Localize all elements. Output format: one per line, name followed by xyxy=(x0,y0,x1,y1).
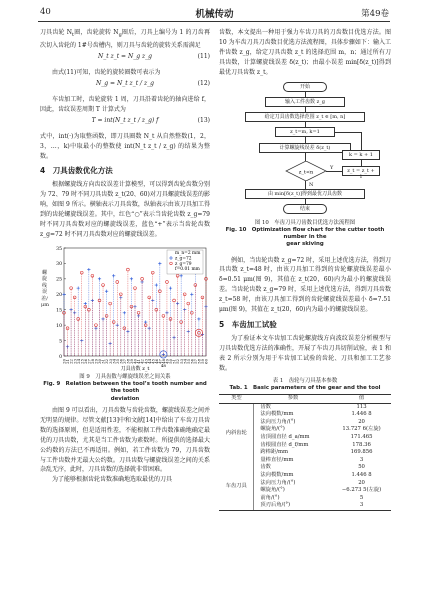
table-cell-value: 1.446 8 xyxy=(351,411,372,418)
table-cell-param: 螺旋角/(°) xyxy=(260,426,285,433)
equation-11: N_t z_t = N_g z_g (11) xyxy=(98,53,210,60)
x-tick-label: 23 xyxy=(72,358,78,364)
annotation-48: 48 xyxy=(160,362,166,368)
table-cell-param: 量棒直径/mm xyxy=(260,456,294,463)
x-tick-label: 32 xyxy=(104,358,110,364)
table-cell-param: 螺旋角/(°) xyxy=(260,487,285,494)
table-cell-param: 法向模数/mm xyxy=(260,411,294,418)
data-point-zg72 xyxy=(87,268,90,271)
flow-start: 开始 xyxy=(283,82,327,92)
flow-connector xyxy=(361,160,362,166)
legend-entry: m_n=2 mm xyxy=(175,250,201,256)
data-point-zg72 xyxy=(62,292,65,295)
volume-label: 第49卷 xyxy=(361,9,389,19)
x-tick-label: 54 xyxy=(182,358,188,364)
x-tick-label: 25 xyxy=(79,358,85,364)
table-cell-value: 113 xyxy=(356,403,367,410)
figure-10-caption: 图 10 车齿刀具刀齿数目优选方法流程图 Fig. 10 Optimization flow chart for the cutter tooth number in the gear skiving xyxy=(225,219,385,248)
data-point-zg72 xyxy=(112,274,115,277)
table-group-label: 内斜齿轮 xyxy=(219,403,254,464)
y-tick-label: 20 xyxy=(56,292,62,298)
x-tick-label: 30 xyxy=(97,358,103,364)
data-point-zg72 xyxy=(130,277,133,280)
y-axis-label: 螺旋线误差/μm xyxy=(41,269,49,309)
paragraph-fig9-intro: 根据螺旋线方向齿纹误差计算模型，可以得到齿轮齿数分别为 72、79 时不同刀具齿数 z_t(20、60)对刀具螺旋线误差的影响，如图 9 所示。横轴表示刀具齿数，纵轴表示由该刀具加工得到的齿轮螺旋线误差。其中，红色“○”表示当齿轮齿数 z_g=79 时不同刀具齿数对应的螺旋线误差，蓝色“+”表示当齿轮齿数 z_g=72 时不同刀具齿数对应的螺旋线误差。 xyxy=(40,181,210,238)
table-cell-value: −6.273 5(左旋) xyxy=(341,487,382,494)
table-cell-value: 1.446 8 xyxy=(351,472,372,479)
table-header-type: 类型 xyxy=(219,395,254,404)
x-tick-label: 41 xyxy=(136,358,142,364)
x-tick-label: 38 xyxy=(125,358,131,364)
table-cell-param: 齿数 xyxy=(260,464,271,471)
x-tick-label: 43 xyxy=(143,358,149,364)
parameter-table xyxy=(219,394,391,511)
left-column xyxy=(40,28,210,485)
x-tick-label: 50 xyxy=(168,358,174,364)
flow-no-label: N xyxy=(309,181,314,188)
x-tick-label: 35 xyxy=(114,358,120,364)
table-cell-value: 50 xyxy=(358,464,365,471)
table-cell-value: 3 xyxy=(332,502,391,510)
table-cell-value: 169.856 xyxy=(350,449,373,456)
flow-loop-line xyxy=(361,132,362,150)
table-cell-value: 171.465 xyxy=(350,434,373,441)
data-point-zg79 xyxy=(183,293,186,296)
y-tick-label: 35 xyxy=(56,246,62,252)
paragraph-period-intro: 车齿加工时，齿轮旋转 1 周，刀具沿着齿轮的轴向进给 f，因此，齿纹误差周期 T 计算式为 xyxy=(40,95,210,113)
x-tick-label: 36 xyxy=(118,358,124,364)
table-row xyxy=(219,403,391,411)
data-point-zg72 xyxy=(197,317,200,320)
flow-calc: 计算螺旋线误差 δ(z_t) xyxy=(259,143,351,153)
x-tick-label: 53 xyxy=(178,358,184,364)
flow-decision-label: z_t<n xyxy=(298,169,314,176)
table-cell-value: 13.727 6(左旋) xyxy=(342,426,381,433)
x-tick-label: 51 xyxy=(171,358,177,364)
x-tick-label: 56 xyxy=(189,358,195,364)
table-cell-value: 3 xyxy=(359,456,364,463)
figure-9-caption: 图 9 刀具齿数与螺旋线误差之间关系 Fig. 9 Relation between the tool’s tooth number and the tooth deviation xyxy=(43,373,207,402)
flow-end: 结束 xyxy=(283,204,327,214)
flow-loop-line xyxy=(335,132,361,133)
data-point-zg79 xyxy=(109,302,112,305)
data-point-zg79 xyxy=(102,283,105,286)
running-header xyxy=(40,7,389,21)
x-tick-label: 37 xyxy=(121,358,127,364)
flow-decision xyxy=(285,161,327,181)
x-tick-label: 28 xyxy=(90,358,95,364)
x-tick-label: 58 xyxy=(196,358,202,364)
data-point-zg72 xyxy=(144,320,147,323)
y-tick-label: 30 xyxy=(56,262,62,268)
x-tick-label: 27 xyxy=(86,358,92,364)
flow-input: 输入工件齿数 z_g xyxy=(265,97,345,107)
x-tick-label: 46 xyxy=(153,358,159,364)
table-cell-param: 齿根圆直径 d_f/mm xyxy=(260,441,309,448)
data-point-zg72 xyxy=(123,311,126,314)
x-tick-label: 47 xyxy=(157,358,163,364)
data-point-zg72 xyxy=(77,286,80,289)
table-cell-value: 5 xyxy=(359,494,364,501)
table-cell-param: 法向模数/mm xyxy=(260,472,294,479)
header-rule xyxy=(38,21,390,22)
legend-entry: f=0.01 mm xyxy=(175,266,200,272)
table-cell-value: 178.36 xyxy=(352,441,371,448)
y-tick-label: 15 xyxy=(56,308,62,314)
x-tick-label: 21 xyxy=(65,358,71,364)
paragraph-example: 例如，当齿轮齿数 z_g=72 时，采用上述优选方法，得到刀具齿数 z_t=48 时，由该刀具加工得到的齿轮螺旋线误差最小 δ=0.51 μm(图 9)，其值在 z_t(20，60)内为最小的螺旋线误差。当齿轮齿数 z_g=79 时，采用上述优选方法，得到刀具齿数 z_t=58 时，由该刀具加工得到的齿轮螺旋线误差最小 δ=7.51 μm(图 9)，其值在 z_t(20，60)内为最小的螺旋线误差。 xyxy=(219,256,391,314)
x-tick-label: 22 xyxy=(68,358,74,364)
data-point-zg72 xyxy=(84,302,87,305)
paragraph-fig9-analysis: 由图 9 可以看出，刀具齿数与齿轮齿数，螺旋线误差之间并无明显的规律。尽管文献[13]中和文献[14]中给出了车齿刀具齿数的选择原则，但是适用性差，不能根据工件齿数准确地确定最优的刀具齿数，尤其是当工件齿数为素数时。所提供的选择最大公约数的方法已不再适用。例如，若工件齿数为 79，刀具齿数与工件齿数并无最大公约数。刀具齿数与螺旋线误差之间的关系杂乱无序，此时，刀具齿数的选择就非常困难。 xyxy=(40,406,210,474)
y-tick-label: 0 xyxy=(59,354,62,360)
right-column xyxy=(219,28,391,511)
x-tick-label: 42 xyxy=(139,358,145,364)
paragraph-method: 齿数，本文提出一种用于强力车齿刀具的刀齿数目优选方法。图 10 为车齿刀具刀齿数目优选方法流程图，具体步骤如下：输入工件齿数 z_g，给定刀具齿数 z_t 的选择范围 m，n；通过所有刀具齿数，计算螺旋线误差 δ(z_t)；由最小误差 min[δ(z_t)]得到最优刀具齿数 z_t。 xyxy=(219,29,391,76)
x-tick-label: 26 xyxy=(82,358,88,364)
x-tick-label: 20 xyxy=(61,358,67,364)
x-tick-label: 31 xyxy=(100,358,106,364)
data-point-zg72 xyxy=(105,289,108,292)
table-cell-param: 跨棒距/mm xyxy=(260,449,289,456)
table-row xyxy=(219,464,391,472)
x-tick-label: 44 xyxy=(146,358,152,364)
table-header-value: 值 xyxy=(332,395,391,404)
x-tick-label: 34 xyxy=(111,358,117,364)
table-cell-param: 齿数 xyxy=(260,403,271,410)
flow-connector xyxy=(305,153,306,161)
data-point-zg72 xyxy=(98,277,101,280)
data-point-zg72 xyxy=(158,262,161,265)
x-tick-label: 40 xyxy=(132,358,138,364)
x-tick-label: 59 xyxy=(200,358,206,364)
figure-10-flowchart xyxy=(219,80,391,256)
figure-9-chart xyxy=(40,244,210,372)
data-point-zg72 xyxy=(155,283,158,286)
table-cell-param: 顶刃后角/(°) xyxy=(254,502,332,510)
x-tick-label: 57 xyxy=(192,358,198,364)
table-cell-value: 20 xyxy=(358,479,365,486)
table-cell-param: 齿顶圆直径 d_a/mm xyxy=(260,434,310,441)
flow-init: z_t=m, k=1 xyxy=(275,127,335,137)
x-axis-label: 刀具齿数 z_t xyxy=(120,365,150,372)
x-tick-label: 45 xyxy=(150,358,156,364)
data-point-zg79 xyxy=(95,324,98,327)
data-point-zg79 xyxy=(187,302,190,305)
table-group-label: 车齿刀具 xyxy=(219,464,254,510)
data-point-zg72 xyxy=(180,274,183,277)
y-tick-label: 5 xyxy=(59,339,62,345)
page-number: 40 xyxy=(40,7,51,17)
section-5-heading: 5 车齿加工试验 xyxy=(219,319,277,329)
flow-increment: z_t = z_t + 1 xyxy=(342,166,380,176)
paragraph-relation: 刀具齿轮 $N_t$圈，齿轮旋转 $N_g$圈后，刀具上编号为 1 的刀齿再次切入齿轮的 1#号齿槽内，则刀具与齿轮的旋转关系需满足 xyxy=(40,29,210,50)
table-1-caption: 表 1 齿轮与刀具基本参数 Tab. 1 Basic parameters of the gear and the tool xyxy=(229,377,381,391)
legend-entry: z_g=72 xyxy=(175,256,192,262)
paragraph-int-note: 式中，int(·)为取整函数，即刀具圈数 N_t 从自然整数(1，2，3，…，k)中取最小的整数使 int(N_t z_t / z_g) 的结果为整数。 xyxy=(40,132,210,160)
equation-13: T = int(N_t z_t / z_g) f (13) xyxy=(91,116,210,124)
table-cell-param: 前角/(°) xyxy=(260,494,280,501)
x-tick-label: 52 xyxy=(175,358,181,364)
paragraph-eq11-note: 由式(11)可知，齿轮的旋转圈数可表示为 xyxy=(52,69,161,76)
data-point-zg72 xyxy=(190,292,193,295)
journal-title: 机械传动 xyxy=(195,9,234,20)
table-cell-param: 法向压力角/(°) xyxy=(260,479,296,486)
table-cell-param: 法向压力角/(°) xyxy=(260,418,296,425)
x-tick-label: 29 xyxy=(93,358,99,364)
y-tick-label: 25 xyxy=(56,277,62,283)
x-tick-label: 39 xyxy=(129,358,135,364)
data-point-zg72 xyxy=(169,286,172,289)
paragraph-experiment: 为了验证本文车齿加工齿轮螺旋线方向波纹误差分析模型与刀具齿数优选方法的准确性，开展了车齿刀具切削试验，表 1 和表 2 所示分别为用于车齿加工试验的齿轮、刀具和加工工艺参数。 xyxy=(219,334,391,372)
x-tick-label: 33 xyxy=(107,358,113,364)
section-4-heading: 4 刀具齿数优化方法 xyxy=(40,166,113,176)
scatter-plot xyxy=(40,244,210,372)
table-header-param: 参数 xyxy=(254,395,332,404)
flow-connector xyxy=(305,181,306,189)
y-tick-label: 10 xyxy=(56,323,62,329)
equation-12: N_g = N_t z_t / z_g (12) xyxy=(96,79,210,87)
legend-entry: z_g=79 xyxy=(175,261,192,267)
flow-min: 由 min[δ(z_t)]得到最优刀具齿数 xyxy=(245,189,365,199)
flow-yes-label: Y xyxy=(330,164,334,171)
x-tick-label: 60 xyxy=(203,358,209,364)
data-point-zg79 xyxy=(119,293,122,296)
x-tick-label: 55 xyxy=(185,358,191,364)
table-cell-value: 20 xyxy=(358,418,365,425)
x-tick-label: 49 xyxy=(164,358,170,364)
flow-connector xyxy=(326,171,342,172)
flow-connector xyxy=(305,199,306,204)
x-tick-label: 24 xyxy=(75,358,81,364)
paragraph-continues: 为了能够根据齿轮齿数准确地选取最优的刀具 xyxy=(52,476,173,484)
flow-k-increment: k = k + 1 xyxy=(342,150,380,160)
x-tick-label: 48 xyxy=(161,358,166,364)
flow-range: 给定刀具齿数选择范围 z_t ∈ [m, n] xyxy=(245,112,365,122)
